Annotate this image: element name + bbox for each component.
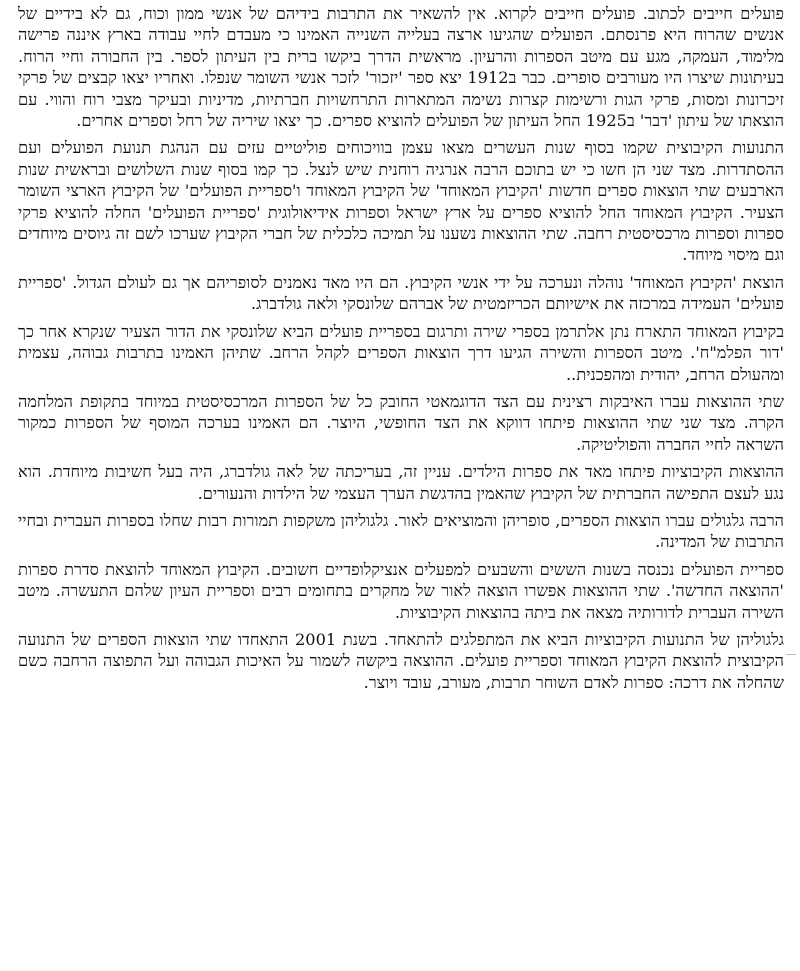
paragraph-alterman-shlonsky: בקיבוץ המאוחד התארח נתן אלתרמן בספרי שירה ותרגום בספריית פועלים הביא שלונסקי את הדור הצעיר שנקרא אחר כך 'דור הפלמ"ח'. מיטב הספרות והשירה הגיעו דרך הוצאות הספרים לקהל הרחב. שתיהן האמינו בתרבות גבוהה, עצמית ומהעולם הרחב, יהודית ומהפכנית..	[18, 321, 784, 384]
paragraph-merger-2001: גלגוליהן של התנועות הקיבוציות הביא את המתפלגים להתאחד. בשנת 2001 התאחדו שתי הוצאות הספרים של התנועה הקיבוצית להוצאת הקיבוץ המאוחד וספריית פועלים. ההוצאה ביקשה לשמור על האיכות הגבוהה ועל התפוצה הרחבה כשם שהחלה את דרכה: ספרות לאדם השוחר תרבות, מעורב, עובד ויוצר.	[18, 629, 784, 692]
paragraph-transformations: הרבה גלגולים עברו הוצאות הספרים, סופריהן והמוציאים לאור. גלגוליהן משקפות תמורות רבות שחלו בספרות העברית ובחיי התרבות של המדינה.	[18, 510, 784, 552]
paragraph-workers-must-write: פועלים חייבים לכתוב. פועלים חייבים לקרוא. אין להשאיר את התרבות בידיהם של אנשי ממון וכוח, גם לא בידיים של אנשים שהרוח היא פרנסתם. הפועלים שהגיעו ארצה בעלייה השנייה האמינו כי מעבדם לחיי עבודה בארץ איננה פרישה מלימוד, העמקה, מגע עם מיטב הספרות והרעיון. מראשית הדרך ביקשו ברית בין העיתון לספר. בין החבורה וחיי הרוח. בעיתונות שיצרו היו מעורבים סופרים. כבר ב1912 יצא ספר 'יזכור' לזכר אנשי השומר שנפלו. ואחריו יצאו קבצים של פרקי זיכרונות ומסות, פרקי הגות ורשימות קצרות נשימה המתארות התרחשויות חברתיות, מדיניות ובעיקר מצבי רוח והווי. עם הוצאתו של עיתון 'דבר' ב1925 החל העיתון של הפועלים להוציא ספרים. כך יצאו שיריה של רחל וספרים אחרים.	[18, 4, 784, 131]
paragraph-kibbutz-movements: התנועות הקיבוצית שקמו בסוף שנות העשרים מצאו עצמן בוויכוחים פוליטיים עזים עם הנהגת תנועת הפועלים ועם ההסתדרות. מצד שני הן חשו כי יש בתוכם הרבה אנרגיה רוחנית שיש לנצל. כך קמו בסוף שנות השלושים ובראשית שנות הארבעים שתי הוצאות ספרים חדשות 'הקיבוץ המאוחד' של הקיבוץ המאוחד ו'ספריית הפועלים' של הקיבוץ הארצי השומר הצעיר. הקיבוץ המאוחד החל להוציא ספרים על ארץ ישראל וספרות אידיאולוגית 'ספריית הפועלים' החלה להוציא פרקי ספרות וספרות מרכסיסטית רחבה. שתי ההוצאות נשענו על תמיכה כלכלית של חברי הקיבוץ שערכו לשם זה גיוסים מיוחדים וגם מיסוי מיוחד.	[18, 138, 784, 265]
paragraph-hakibbutz-hameuchad-management: הוצאת 'הקיבוץ המאוחד' נוהלה ונערכה על ידי אנשי הקיבוץ. הם היו מאד נאמנים לסופריהם אך גם לעולם הגדול. 'ספריית פועלים' העמידה במרכזה את אישיותם הכריזמטית של אברהם שלונסקי ולאה גולדברג.	[18, 272, 784, 314]
paragraph-encyclopedic-projects: ספריית הפועלים נכנסה בשנות הששים והשבעים למפעלים אנציקלופדיים חשובים. הקיבוץ המאוחד להוצאת סדרת ספרות 'ההוצאה החדשה'. שתי ההוצאות אפשרו הוצאה לאור של מחקרים בתחומים רבים וספריית העיון שלהם התעשרה. מיטב השירה העברית לדורותיה מצאה את ביתה בהוצאות הקיבוציות.	[18, 559, 784, 622]
paragraph-childrens-literature: ההוצאות הקיבוציות פיתחו מאד את ספרות הילדים. עניין זה, בעריכתה של לאה גולדברג, היה בעל חשיבות מיוחדת. הוא נגע לעצם התפישה החברתית של הקיבוץ שהאמין בהדגשת הערך העצמי של הילדות והנעורים.	[18, 462, 784, 503]
scanned-document-page	[18, 3, 784, 693]
paragraph-dogmatic-struggle: שתי ההוצאות עברו האיבקות רצינית עם הצד הדוגמאטי החובק כל של הספרות המרכסיסטית במיוחד בתקופת המלחמה הקרה. מצד שני שתי ההוצאות פיתחו דווקא את הצד החופשי, היוצר. הם האמינו בערכה המוסף של הספרות כמקור השראה לחיי החברה והפוליטיקה.	[18, 391, 784, 454]
scan-artifact-line	[786, 654, 796, 655]
